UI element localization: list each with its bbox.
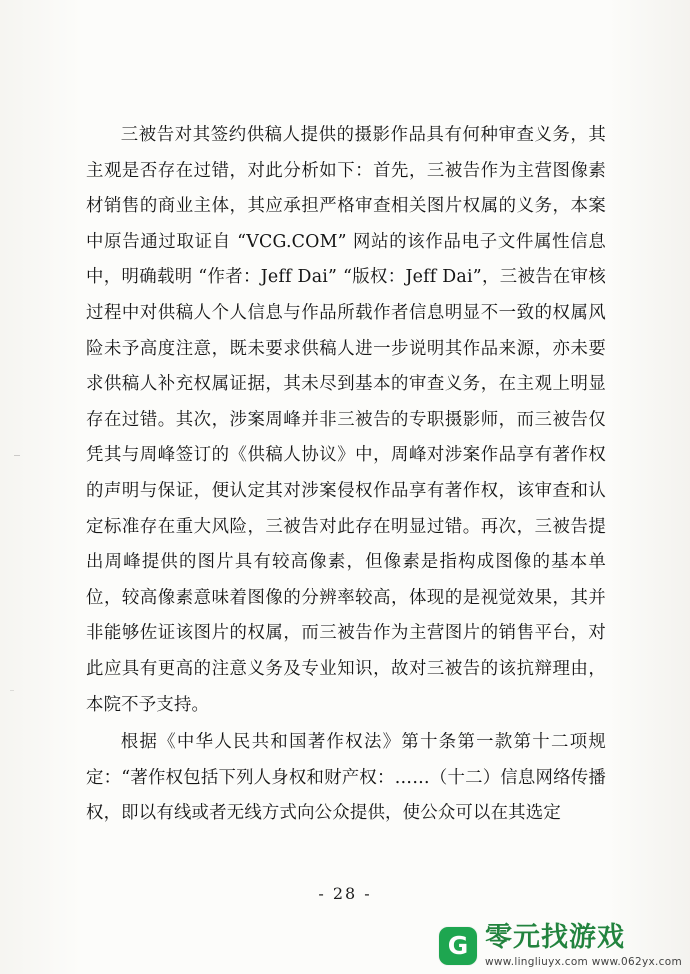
watermark-subtitle: www.lingliuyx.com www.062yx.com <box>485 955 682 968</box>
watermark-text <box>485 921 682 968</box>
scan-artifact <box>10 690 14 691</box>
watermark-logo-icon <box>439 927 477 965</box>
paragraph: 三被告对其签约供稿人提供的摄影作品具有何种审查义务，其主观是否存在过错，对此分析如下：首先，三被告作为主营图像素材销售的商业主体，其应承担严格审查相关图片权属的义务，本案中原告通过取证自 “VCG.COM” 网站的该作品电子文件属性信息中，明确载明 “作者：Jeff Dai” “版权：Jeff Dai”，三被告在审核过程中对供稿人个人信息与作品所载作者信息明显不一致的权属风险未予高度注意，既未要求供稿人进一步说明其作品来源，亦未要求供稿人补充权属证据，其未尽到基本的审查义务，在主观上明显存在过错。其次，涉案周峰并非三被告的专职摄影师，而三被告仅凭其与周峰签订的《供稿人协议》中，周峰对涉案作品享有著作权的声明与保证，便认定其对涉案侵权作品享有著作权，该审查和认定标准存在重大风险，三被告对此存在明显过错。再次，三被告提出周峰提供的图片具有较高像素，但像素是指构成图像的基本单位，较高像素意味着图像的分辨率较高，体现的是视觉效果，其并非能够佐证该图片的权属，而三被告作为主营图片的销售平台，对此应具有更高的注意义务及专业知识，故对三被告的该抗辩理由，本院不予支持。 <box>86 125 606 715</box>
watermark <box>439 921 682 968</box>
document-text-body <box>86 118 606 832</box>
watermark-title: 零元找游戏 <box>485 921 626 953</box>
paragraph: 根据《中华人民共和国著作权法》第十条第一款第十二项规定：“著作权包括下列人身权和财产权：……（十二）信息网络传播权，即以有线或者无线方式向公众提供，使公众可以在其选定 <box>86 732 606 824</box>
scan-artifact <box>14 455 20 456</box>
page-number: - 28 - <box>318 884 372 903</box>
